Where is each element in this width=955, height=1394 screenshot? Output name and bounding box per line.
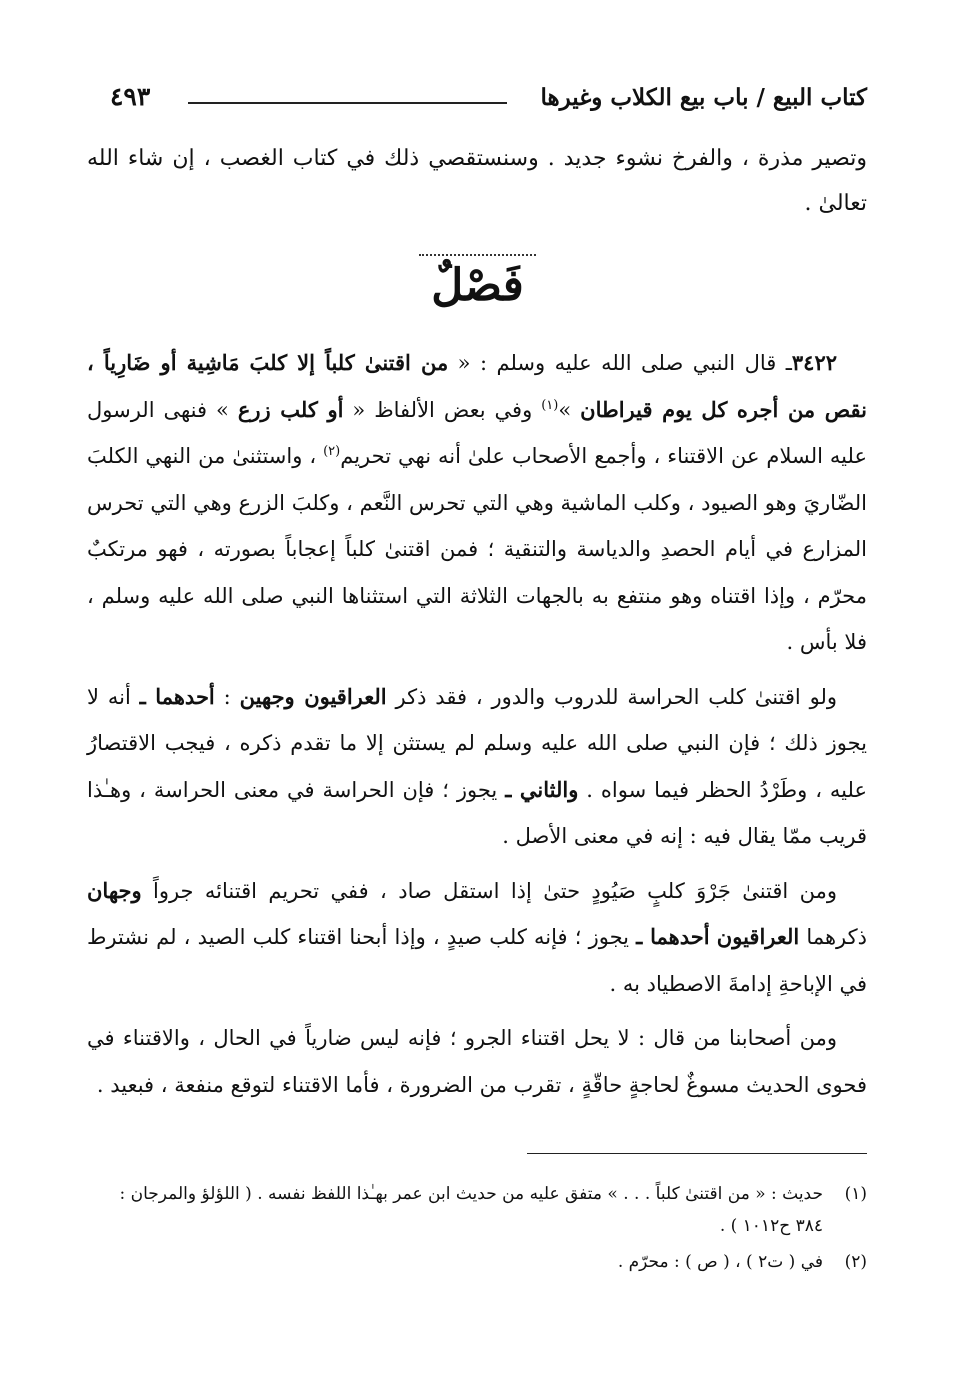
section-intro: ـ قال النبي صلى الله عليه وسلم : « (448, 351, 792, 375)
paragraph-guard-dog (87, 674, 867, 860)
p2-bold-second: والثاني ـ (505, 776, 579, 802)
section-number: ٣٤٢٢ (791, 350, 838, 375)
p3-text-a: ومن اقتنىٰ جَرْوَ كلبٍ صَيُودٍ حتىٰ إذا استقل صاد ، ففي تحريم اقتنائه جرواً (141, 878, 837, 903)
section-paragraph-3422 (87, 340, 867, 666)
p2-text-a: ولو اقتنىٰ كلب الحراسة للدروب والدور ، فقد ذكر (386, 684, 838, 709)
paragraph-puppy (87, 868, 867, 1008)
footnote-ref-1: (١) (541, 397, 559, 413)
footnote-text: في ( ت٢ ) ، ( ص ) : محرّم . (617, 1252, 823, 1272)
footnotes (87, 1178, 867, 1282)
p2-text-c: يجوز ؛ فإن الحراسة في معنى الحراسة ، وهـٰذا قريب ممّا يقال فيه : إنه في معنى الأصل . (87, 777, 867, 848)
footnote-text: حديث : « من اقتنىٰ كلباً . . . » متفق عليه من حديث ابن عمر بهـٰذا اللفظ نفسه . ( اللؤلؤ والمرجان : ٣٨٤ ح١٠١٢ ) . (119, 1184, 823, 1236)
p3-bold-iraqis: العراقيون (716, 924, 800, 949)
quote-close: » (558, 397, 581, 422)
paragraph-companions: ومن أصحابنا من قال : لا يحل اقتناء الجرو ؛ فإنه ليس ضارياً في الحال ، والاقتناء في فحوى الحديث مسوغٌ لحاجةٍ حاقّةٍ ، تقرب من الضرورة ، فأما الاقتناء لتوقع منفعة ، فبعيد . (87, 1026, 867, 1097)
hadith-quote: من اقتنىٰ كلباً إلا كلبَ مَاشِية أو ضَارِياً ، نقص من أجره كل يوم قيراطان (87, 350, 867, 422)
p2-bold-iraqis: العراقيون وجهين (239, 683, 387, 709)
footnote-marker: (١) (844, 1184, 867, 1204)
footnote-2 (87, 1246, 867, 1278)
variant-intro: وفي بعض الألفاظ « (343, 397, 542, 422)
chapter-heading (0, 254, 955, 319)
page-number: ٤٩٣ (110, 82, 151, 111)
p2-text-b: أنه لا يجوز ذلك ؛ فإن النبي صلى الله عليه وسلم لم يستثن إلا ما تقدم ذكره ، فيجب الاقتصارُ عليه ، وطَرْدُ الحظر فيما سواه . (87, 684, 868, 802)
running-header (110, 82, 867, 122)
chapter-heading-text: فَصْلٌ (431, 260, 524, 311)
chapter-heading-ornament (413, 254, 542, 319)
intro-text (87, 136, 867, 226)
p3-space (710, 925, 717, 949)
section-text-a: » فنهى الرسول عليه السلام عن الاقتناء ، وأجمع الأصحاب علىٰ أنه نهي تحريم (87, 397, 867, 468)
main-text (87, 340, 867, 1116)
footnote-1 (87, 1178, 867, 1242)
p3-text-b: ذكرهما (799, 925, 867, 949)
variant-quote: أو كلب زرع (237, 396, 344, 422)
footnote-ref-2: (٢) (323, 444, 341, 459)
section-text-b: ، واستثنىٰ من النهي الكلبَ الضّاريَ وهو الصيود ، وكلب الماشية وهي التي تحرس النَّعم ، وكلبَ الزرع وهي التي تحرس المزارع في أيام الحصدِ والدياسة والتنقية ؛ فمن اقتنىٰ كلباً إعجاباً بصورته ، فهو مرتكبٌ محرّم ، وإذا اقتناه وهو منتفع به بالجهات الثلاثة التي استثناها النبي صلى الله عليه وسلم ، فلا بأس . (87, 444, 867, 654)
p2-bold-first: أحدهما ـ (139, 683, 215, 709)
running-title: كتاب البيع / باب بيع الكلاب وغيرها (540, 84, 867, 111)
footnote-separator (527, 1153, 867, 1154)
intro-paragraph: وتصير مذرة ، والفرخ نشوء جديد . وسنستقصي ذلك في كتاب الغصب ، إن شاء الله تعالىٰ . (87, 146, 867, 216)
p2-colon: : (214, 684, 240, 709)
footnote-marker: (٢) (844, 1252, 867, 1272)
p3-bold-two-views: وجهان (87, 877, 142, 903)
header-rule (188, 102, 507, 104)
p3-text-c: يجوز ؛ فإنه كلب صيدٍ ، وإذا أبحنا اقتناء كلب الصيد ، لم نشترط في الإباحةِ إدامةَ الاصطياد به . (87, 925, 867, 996)
p3-bold-first: أحدهما ـ (636, 924, 710, 949)
